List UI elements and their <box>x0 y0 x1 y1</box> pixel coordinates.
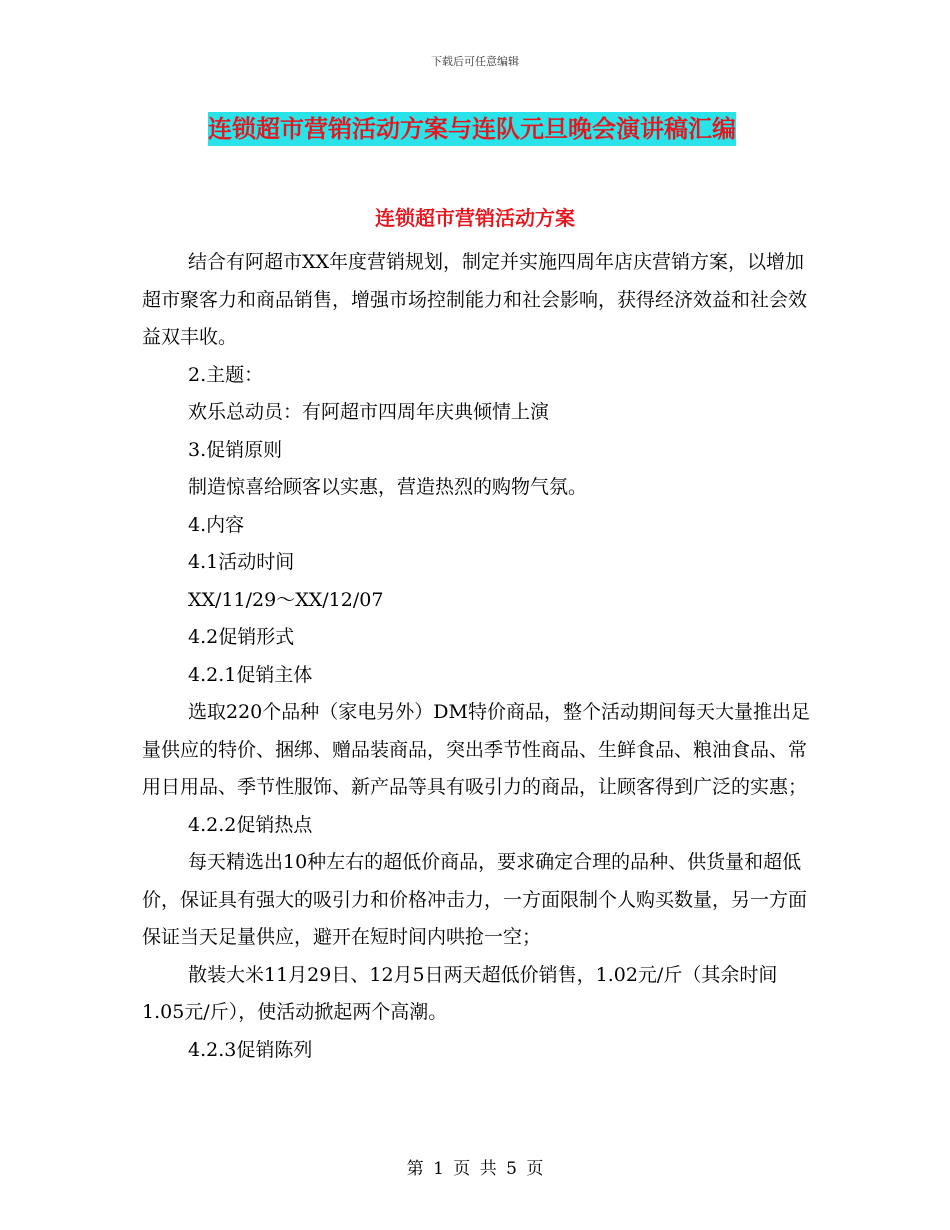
paragraph-heading-principle: 3.促销原则 <box>188 438 283 461</box>
header-note: 下载后可任意编辑 <box>431 55 519 68</box>
paragraph-time: XX/11/29～XX/12/07 <box>188 588 384 611</box>
paragraph-heading-theme: 2.主题： <box>188 363 264 386</box>
paragraph-intro: 结合有阿超市XX年度营销规划，制定并实施四周年店庆营销方案，以增加超市聚客力和商品销售，增强市场控制能力和社会影响，获得经济效益和社会效益双丰收。 <box>142 251 808 348</box>
document-title: 连锁超市营销活动方案与连队元旦晚会演讲稿汇编 <box>208 112 736 146</box>
paragraph-hotspot: 每天精选出10种左右的超低价商品，要求确定合理的品种、供货量和超低价，保证具有强大的吸引力和价格冲击力，一方面限制个人购买数量，另一方面保证当天足量供应，避开在短时间内哄抢一空； <box>142 851 808 948</box>
paragraph-heading-time: 4.1活动时间 <box>188 551 295 573</box>
paragraph-main: 选取220个品种（家电另外）DM特价商品，整个活动期间每天大量推出足量供应的特价、捆绑、赠品装商品，突出季节性商品、生鲜食品、粮油食品、常用日用品、季节性服饰、新产品等具有吸引力的商品，让顾客得到广泛的实惠； <box>142 701 810 798</box>
paragraph-heading-display: 4.2.3促销陈列 <box>188 1038 313 1061</box>
paragraph-heading-form: 4.2促销形式 <box>188 626 295 648</box>
document-body <box>142 244 812 1069</box>
section-title: 连锁超市营销活动方案 <box>375 206 575 230</box>
paragraph-rice: 散装大米11月29日、12月5日两天超低价销售，1.02元/斤（其余时间1.05元/斤），使活动掀起两个高潮。 <box>142 963 778 1023</box>
paragraph-heading-content: 4.内容 <box>188 513 245 536</box>
paragraph-heading-hotspot: 4.2.2促销热点 <box>188 813 313 836</box>
paragraph-heading-main: 4.2.1促销主体 <box>188 663 313 686</box>
page-footer: 第 1 页 共 5 页 <box>406 1159 544 1179</box>
paragraph-principle: 制造惊喜给顾客以实惠，营造热烈的购物气氛。 <box>188 476 588 498</box>
paragraph-theme: 欢乐总动员：有阿超市四周年庆典倾情上演 <box>188 401 550 423</box>
